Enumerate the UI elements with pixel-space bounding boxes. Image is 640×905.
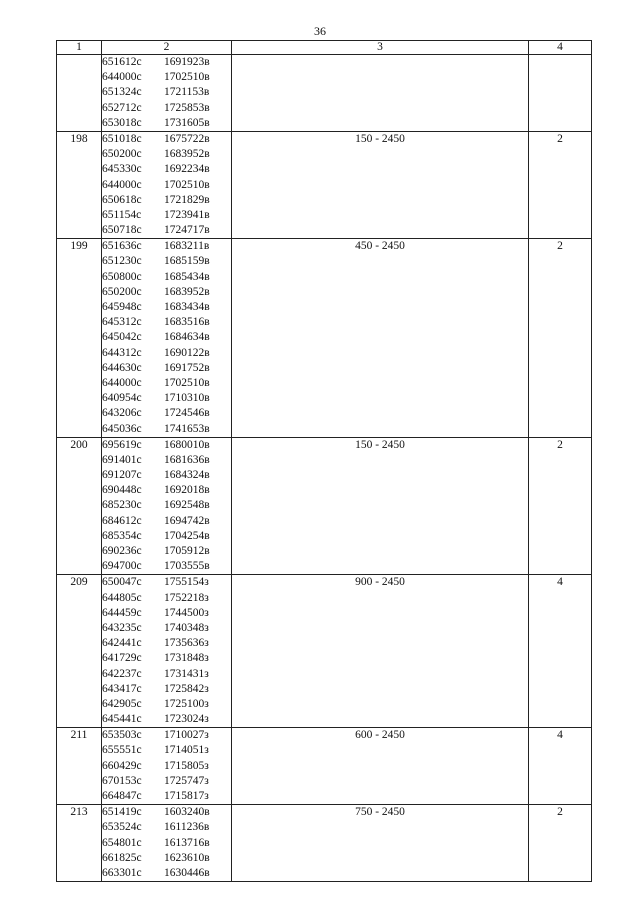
coordinate-list bbox=[102, 437, 232, 575]
latitude-value: 640954с bbox=[102, 392, 142, 405]
latitude-value: 652712с bbox=[102, 101, 142, 114]
longitude-value: 1721153в bbox=[164, 86, 210, 99]
altitude-range: 450 - 2450 bbox=[232, 239, 529, 437]
longitude-value: 1684324в bbox=[164, 469, 210, 482]
row-number: 213 bbox=[57, 805, 102, 882]
latitude-value: 650800с bbox=[102, 270, 142, 283]
longitude-value: 1710027з bbox=[164, 729, 209, 742]
coordinate-pair bbox=[102, 728, 231, 743]
coordinate-pair bbox=[102, 193, 231, 208]
latitude-value: 653524с bbox=[102, 821, 142, 834]
coordinate-pair bbox=[102, 101, 231, 116]
latitude-value: 653503с bbox=[102, 729, 142, 742]
longitude-value: 1683952в bbox=[164, 285, 210, 298]
coordinate-pair bbox=[102, 789, 231, 804]
table-row bbox=[57, 805, 592, 882]
longitude-value: 1692018в bbox=[164, 484, 210, 497]
latitude-value: 650200с bbox=[102, 285, 142, 298]
latitude-value: 650718с bbox=[102, 224, 142, 237]
coordinate-pair bbox=[102, 438, 231, 453]
longitude-value: 1705912в bbox=[164, 545, 210, 557]
altitude-range: 750 - 2450 bbox=[232, 805, 529, 882]
coordinate-pair bbox=[102, 178, 231, 193]
longitude-value: 1731431з bbox=[164, 667, 209, 680]
column-header-4: 4 bbox=[529, 41, 592, 55]
latitude-value: 684612с bbox=[102, 514, 142, 527]
latitude-value: 643235с bbox=[102, 621, 142, 634]
coordinate-pair bbox=[102, 406, 231, 421]
category-value: 2 bbox=[529, 239, 592, 437]
longitude-value: 1681636в bbox=[164, 453, 210, 466]
longitude-value: 1694742в bbox=[164, 514, 210, 527]
column-header-2: 2 bbox=[102, 41, 232, 55]
longitude-value: 1710310в bbox=[164, 392, 210, 405]
coordinate-pair bbox=[102, 147, 231, 162]
latitude-value: 690236с bbox=[102, 545, 142, 557]
longitude-value: 1725842з bbox=[164, 682, 209, 695]
coordinate-pair bbox=[102, 208, 231, 223]
latitude-value: 685354с bbox=[102, 529, 142, 542]
column-header-3: 3 bbox=[232, 41, 529, 55]
longitude-value: 1692234в bbox=[164, 163, 210, 176]
coordinate-pair bbox=[102, 636, 231, 651]
longitude-value: 1735636з bbox=[164, 637, 209, 650]
longitude-value: 1752218з bbox=[164, 591, 209, 604]
table-body bbox=[57, 55, 592, 882]
latitude-value: 642905с bbox=[102, 697, 142, 710]
longitude-value: 1683952в bbox=[164, 148, 210, 161]
coordinate-pair bbox=[102, 300, 231, 315]
latitude-value: 664847с bbox=[102, 790, 142, 802]
latitude-value: 644312с bbox=[102, 346, 142, 359]
coordinate-pair bbox=[102, 422, 231, 437]
latitude-value: 691207с bbox=[102, 469, 142, 482]
row-number: 200 bbox=[57, 437, 102, 575]
row-number: 199 bbox=[57, 239, 102, 437]
coordinate-list bbox=[102, 239, 232, 437]
coordinate-pair bbox=[102, 483, 231, 498]
coordinate-list bbox=[102, 55, 232, 132]
coordinate-list bbox=[102, 728, 232, 805]
altitude-range bbox=[232, 55, 529, 132]
longitude-value: 1702510в bbox=[164, 376, 210, 389]
coordinate-pair bbox=[102, 651, 231, 666]
longitude-value: 1721829в bbox=[164, 193, 210, 206]
latitude-value: 644000с bbox=[102, 71, 142, 84]
row-number: 209 bbox=[57, 575, 102, 728]
coordinate-pair bbox=[102, 361, 231, 376]
category-value: 2 bbox=[529, 437, 592, 575]
coordinate-pair bbox=[102, 270, 231, 285]
latitude-value: 651419с bbox=[102, 806, 142, 819]
longitude-value: 1685434в bbox=[164, 270, 210, 283]
longitude-value: 1723024з bbox=[164, 713, 209, 726]
longitude-value: 1741653в bbox=[164, 422, 210, 435]
coordinate-pair bbox=[102, 239, 231, 254]
coordinate-pair bbox=[102, 805, 231, 820]
coordinate-pair bbox=[102, 330, 231, 345]
table-header-row bbox=[57, 41, 592, 55]
coordinate-pair bbox=[102, 820, 231, 835]
coordinate-pair bbox=[102, 712, 231, 727]
coordinate-list bbox=[102, 805, 232, 882]
longitude-value: 1715805з bbox=[164, 759, 209, 772]
coordinate-pair bbox=[102, 55, 231, 70]
latitude-value: 645330с bbox=[102, 163, 142, 176]
latitude-value: 660429с bbox=[102, 759, 142, 772]
column-header-1: 1 bbox=[57, 41, 102, 55]
latitude-value: 644000с bbox=[102, 376, 142, 389]
category-value: 4 bbox=[529, 728, 592, 805]
row-number bbox=[57, 55, 102, 132]
coordinate-pair bbox=[102, 254, 231, 269]
page-number: 36 bbox=[314, 24, 326, 38]
latitude-value: 642441с bbox=[102, 637, 142, 650]
latitude-value: 641729с bbox=[102, 652, 142, 665]
coordinate-pair bbox=[102, 759, 231, 774]
coordinate-pair bbox=[102, 346, 231, 361]
longitude-value: 1683516в bbox=[164, 316, 210, 329]
longitude-value: 1683434в bbox=[164, 301, 210, 313]
category-value: 2 bbox=[529, 131, 592, 238]
longitude-value: 1691923в bbox=[164, 56, 210, 68]
longitude-value: 1690122в bbox=[164, 346, 210, 359]
latitude-value: 650047с bbox=[102, 576, 142, 589]
coordinate-pair bbox=[102, 606, 231, 621]
coordinate-pair bbox=[102, 851, 231, 866]
coordinate-pair bbox=[102, 391, 231, 406]
latitude-value: 645948с bbox=[102, 301, 142, 313]
longitude-value: 1724546в bbox=[164, 407, 210, 420]
latitude-value: 642237с bbox=[102, 667, 142, 680]
coordinate-pair bbox=[102, 667, 231, 682]
coordinate-pair bbox=[102, 591, 231, 606]
row-number: 198 bbox=[57, 131, 102, 238]
coordinate-pair bbox=[102, 866, 231, 881]
coordinate-pair bbox=[102, 544, 231, 559]
latitude-value: 654801с bbox=[102, 836, 142, 849]
longitude-value: 1685159в bbox=[164, 255, 210, 268]
latitude-value: 661825с bbox=[102, 851, 142, 864]
coordinate-list bbox=[102, 575, 232, 728]
longitude-value: 1680010в bbox=[164, 438, 210, 451]
table-row bbox=[57, 575, 592, 728]
longitude-value: 1630446в bbox=[164, 866, 210, 879]
coordinate-pair bbox=[102, 376, 231, 391]
coordinate-pair bbox=[102, 498, 231, 513]
longitude-value: 1715817з bbox=[164, 790, 209, 802]
longitude-value: 1740348з bbox=[164, 621, 209, 634]
latitude-value: 651230с bbox=[102, 255, 142, 268]
category-value: 4 bbox=[529, 575, 592, 728]
longitude-value: 1725853в bbox=[164, 101, 210, 114]
latitude-value: 651636с bbox=[102, 240, 142, 253]
latitude-value: 644000с bbox=[102, 178, 142, 191]
latitude-value: 651324с bbox=[102, 86, 142, 99]
longitude-value: 1723941в bbox=[164, 208, 210, 221]
coordinate-pair bbox=[102, 162, 231, 177]
longitude-value: 1724717в bbox=[164, 224, 210, 237]
longitude-value: 1691752в bbox=[164, 361, 210, 374]
category-value bbox=[529, 55, 592, 132]
coordinates-table bbox=[56, 40, 592, 882]
coordinate-pair bbox=[102, 116, 231, 131]
coordinate-pair bbox=[102, 774, 231, 789]
latitude-value: 651018с bbox=[102, 132, 142, 145]
coordinate-pair bbox=[102, 223, 231, 238]
table-row bbox=[57, 131, 592, 238]
latitude-value: 645042с bbox=[102, 331, 142, 344]
table-row bbox=[57, 239, 592, 437]
latitude-value: 651154с bbox=[102, 208, 142, 221]
latitude-value: 695619с bbox=[102, 438, 142, 451]
altitude-range: 150 - 2450 bbox=[232, 131, 529, 238]
longitude-value: 1731605в bbox=[164, 116, 210, 129]
latitude-value: 643417с bbox=[102, 682, 142, 695]
longitude-value: 1725747з bbox=[164, 774, 209, 787]
table-row bbox=[57, 728, 592, 805]
altitude-range: 900 - 2450 bbox=[232, 575, 529, 728]
coordinate-pair bbox=[102, 697, 231, 712]
coordinate-pair bbox=[102, 682, 231, 697]
longitude-value: 1692548в bbox=[164, 499, 210, 512]
longitude-value: 1714051з bbox=[164, 744, 209, 757]
coordinate-pair bbox=[102, 529, 231, 544]
coordinate-list bbox=[102, 131, 232, 238]
coordinate-pair bbox=[102, 743, 231, 758]
latitude-value: 655551с bbox=[102, 744, 142, 757]
longitude-value: 1613716в bbox=[164, 836, 210, 849]
row-number: 211 bbox=[57, 728, 102, 805]
coordinate-pair bbox=[102, 468, 231, 483]
coordinate-pair bbox=[102, 621, 231, 636]
latitude-value: 694700с bbox=[102, 560, 142, 573]
table-row bbox=[57, 437, 592, 575]
longitude-value: 1675722в bbox=[164, 132, 210, 145]
latitude-value: 645036с bbox=[102, 422, 142, 435]
altitude-range: 150 - 2450 bbox=[232, 437, 529, 575]
coordinate-pair bbox=[102, 453, 231, 468]
latitude-value: 670153с bbox=[102, 774, 142, 787]
coordinate-pair bbox=[102, 575, 231, 590]
latitude-value: 645441с bbox=[102, 713, 142, 726]
longitude-value: 1755154з bbox=[164, 576, 209, 589]
coordinate-pair bbox=[102, 70, 231, 85]
latitude-value: 651612с bbox=[102, 56, 142, 68]
longitude-value: 1684634в bbox=[164, 331, 210, 344]
latitude-value: 650200с bbox=[102, 148, 142, 161]
latitude-value: 663301с bbox=[102, 866, 142, 879]
longitude-value: 1611236в bbox=[164, 821, 210, 834]
coordinate-pair bbox=[102, 559, 231, 574]
altitude-range: 600 - 2450 bbox=[232, 728, 529, 805]
table-row bbox=[57, 55, 592, 132]
latitude-value: 643206с bbox=[102, 407, 142, 420]
longitude-value: 1623610в bbox=[164, 851, 210, 864]
coordinate-pair bbox=[102, 315, 231, 330]
longitude-value: 1744500з bbox=[164, 606, 209, 619]
latitude-value: 653018с bbox=[102, 116, 142, 129]
longitude-value: 1683211в bbox=[164, 240, 210, 253]
coordinate-pair bbox=[102, 285, 231, 300]
coordinate-pair bbox=[102, 836, 231, 851]
longitude-value: 1603240в bbox=[164, 806, 210, 819]
latitude-value: 644630с bbox=[102, 361, 142, 374]
longitude-value: 1704254в bbox=[164, 529, 210, 542]
category-value: 2 bbox=[529, 805, 592, 882]
coordinate-pair bbox=[102, 85, 231, 100]
latitude-value: 644805с bbox=[102, 591, 142, 604]
longitude-value: 1725100з bbox=[164, 697, 209, 710]
latitude-value: 691401с bbox=[102, 453, 142, 466]
latitude-value: 685230с bbox=[102, 499, 142, 512]
latitude-value: 690448с bbox=[102, 484, 142, 497]
coordinate-pair bbox=[102, 514, 231, 529]
longitude-value: 1702510в bbox=[164, 71, 210, 84]
latitude-value: 645312с bbox=[102, 316, 142, 329]
coordinate-pair bbox=[102, 132, 231, 147]
latitude-value: 650618с bbox=[102, 193, 142, 206]
longitude-value: 1731848з bbox=[164, 652, 209, 665]
latitude-value: 644459с bbox=[102, 606, 142, 619]
longitude-value: 1702510в bbox=[164, 178, 210, 191]
longitude-value: 1703555в bbox=[164, 560, 210, 573]
